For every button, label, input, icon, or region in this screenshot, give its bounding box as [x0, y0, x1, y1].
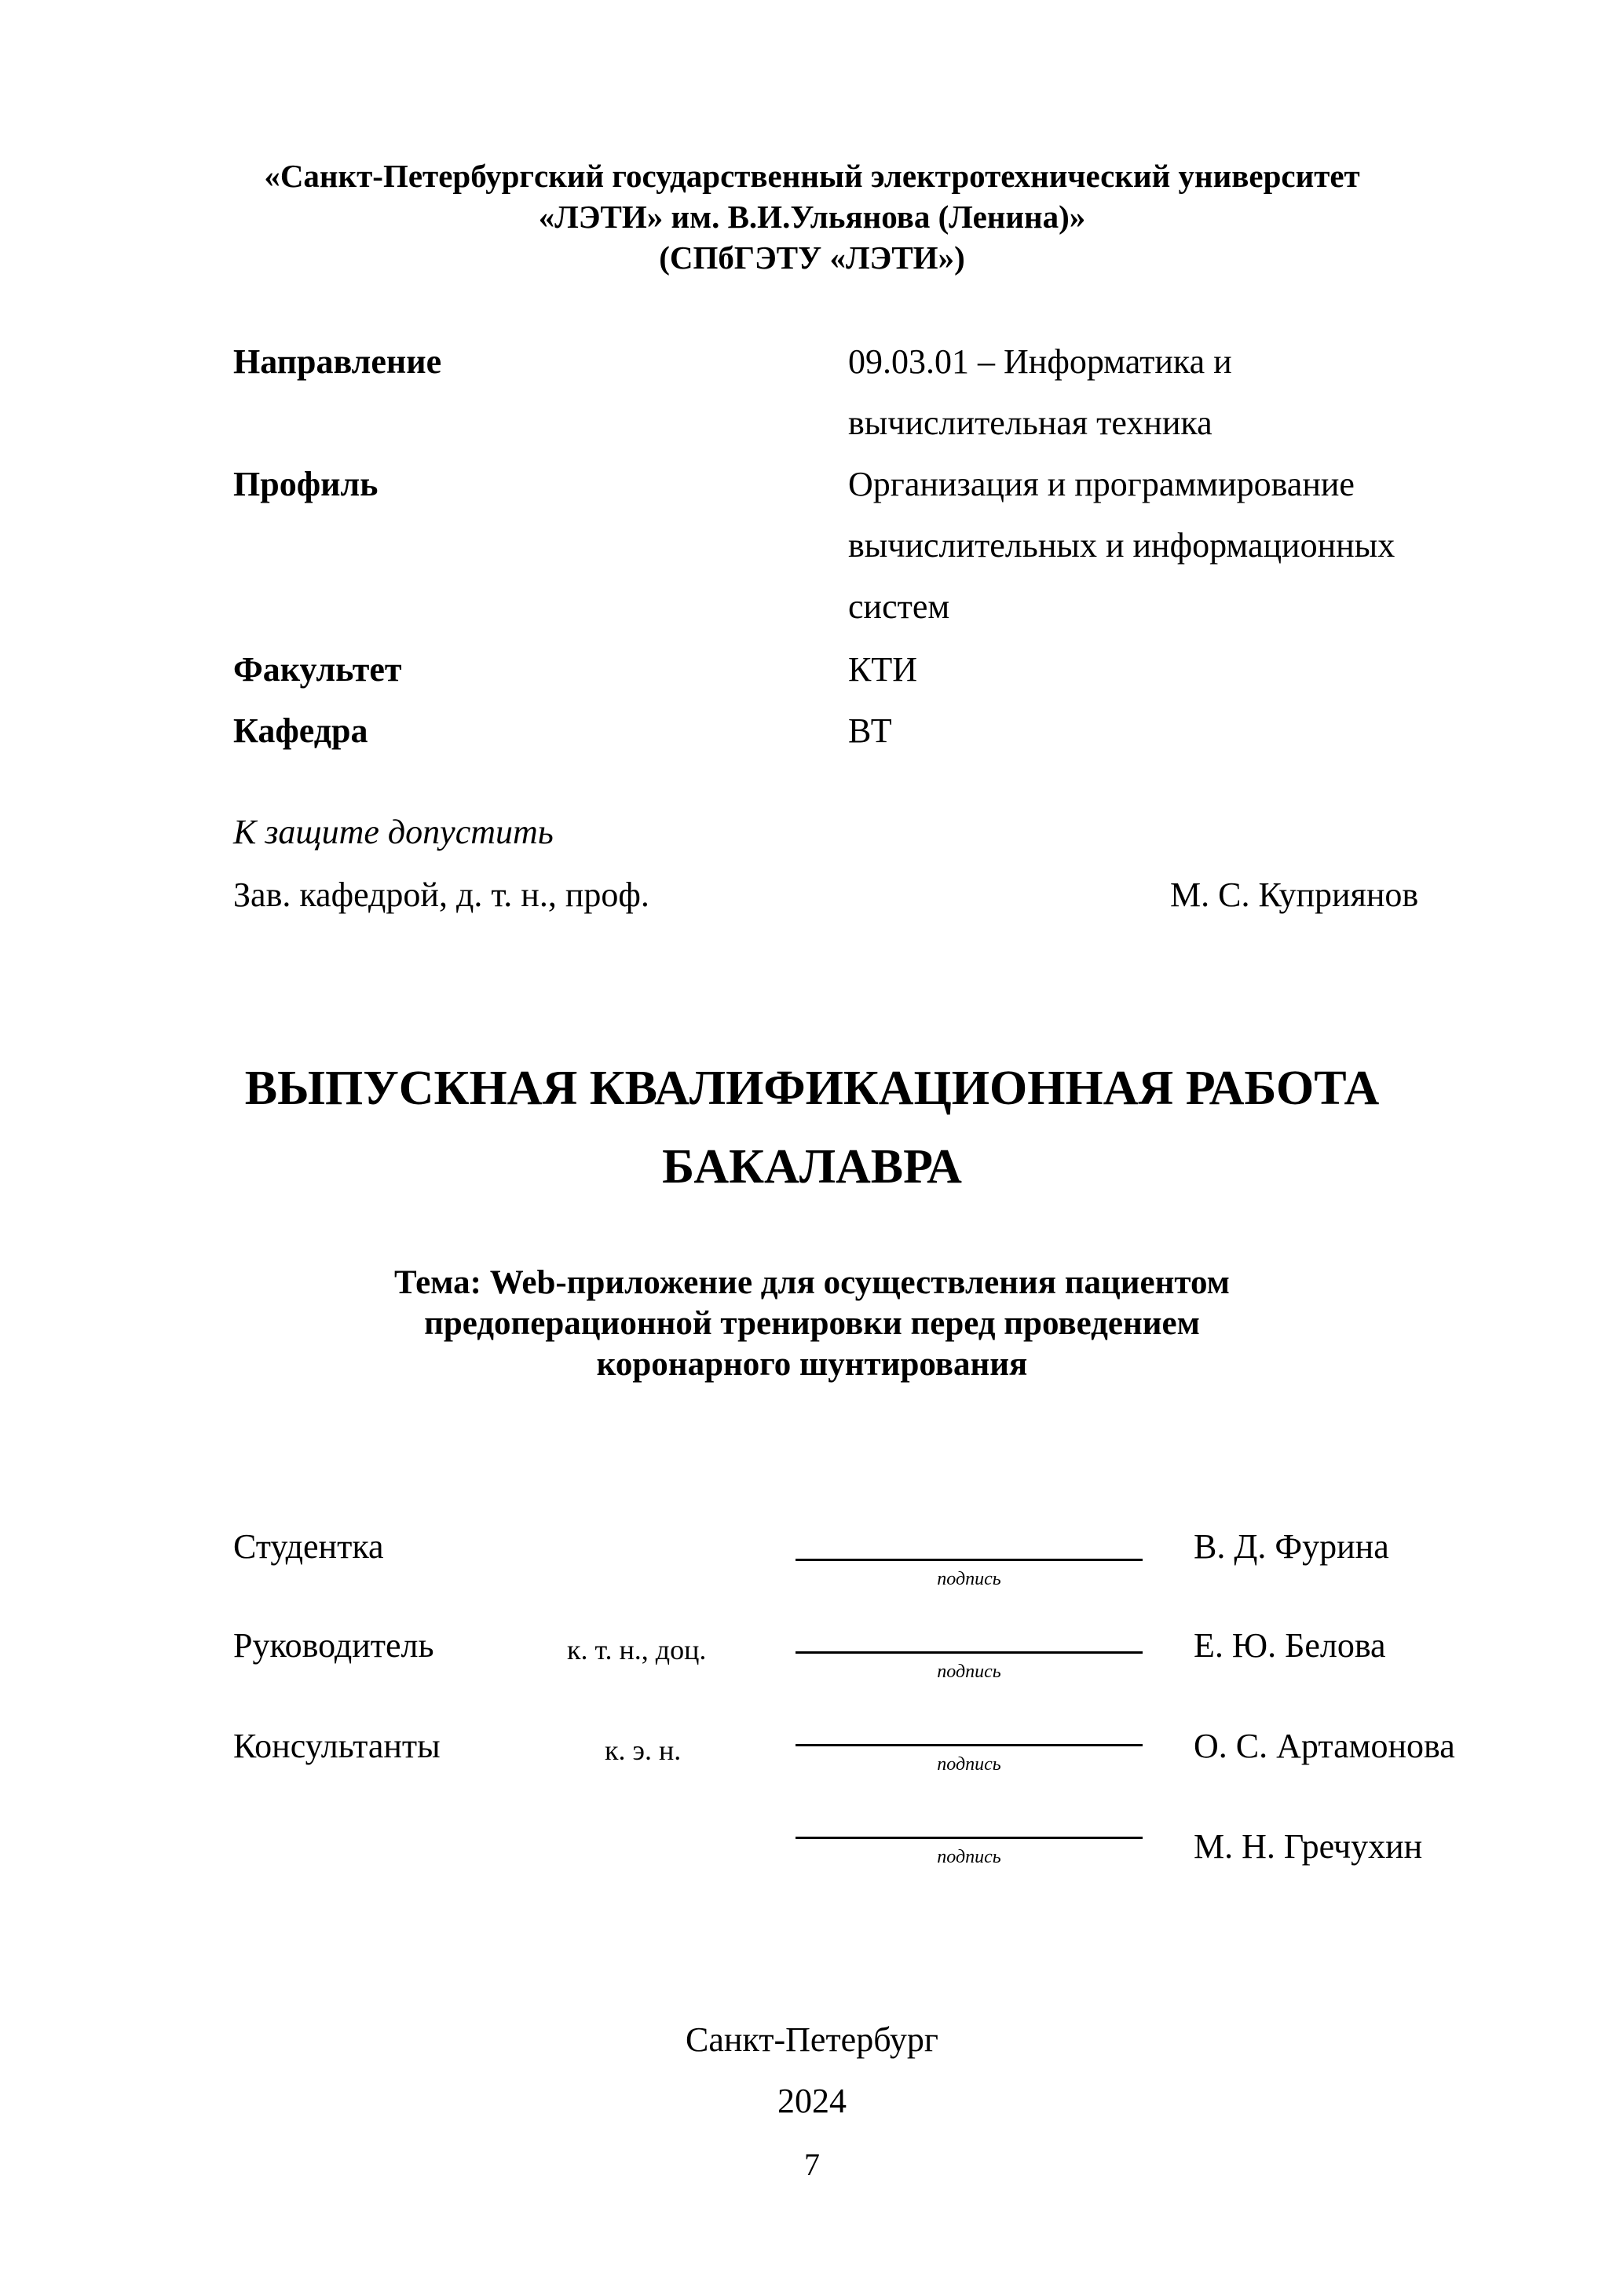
- profile-value-line2: вычислительных и информационных: [848, 526, 1395, 565]
- department-value: ВТ: [848, 711, 892, 750]
- profile-label: Профиль: [233, 465, 379, 503]
- topic-line3: коронарного шунтирования: [596, 1346, 1028, 1383]
- signature-line: [796, 1837, 1143, 1839]
- department-label: Кафедра: [233, 711, 368, 750]
- work-title-line2: БАКАЛАВРА: [662, 1140, 962, 1194]
- university-abbreviation: (СПбГЭТУ «ЛЭТИ»): [659, 239, 965, 276]
- signature-line: [796, 1559, 1143, 1561]
- profile-value-line1: Организация и программирование: [848, 465, 1355, 503]
- role-label: Консультанты: [233, 1727, 441, 1765]
- person-name: О. С. Артамонова: [1194, 1727, 1455, 1765]
- university-name-line2: «ЛЭТИ» им. В.И.Ульянова (Ленина)»: [538, 199, 1086, 235]
- signature-caption: подпись: [937, 1847, 1001, 1867]
- person-name: Е. Ю. Белова: [1194, 1626, 1386, 1665]
- direction-label: Направление: [233, 342, 442, 381]
- faculty-label: Факультет: [233, 650, 402, 689]
- signature-line: [796, 1651, 1143, 1654]
- signature-caption: подпись: [937, 1569, 1001, 1589]
- direction-value-line1: 09.03.01 – Информатика и: [848, 342, 1232, 381]
- city: Санкт-Петербург: [686, 2020, 938, 2059]
- signature-caption: подпись: [937, 1662, 1001, 1682]
- direction-value-line2: вычислительная техника: [848, 404, 1213, 442]
- university-name-line1: «Санкт-Петербургский государственный электротехнический университет: [264, 158, 1360, 194]
- academic-degree: к. э. н.: [605, 1735, 682, 1766]
- admit-to-defense: К защите допустить: [233, 813, 554, 851]
- signature-line: [796, 1744, 1143, 1746]
- topic-line2: предоперационной тренировки перед проведением: [424, 1305, 1200, 1342]
- year: 2024: [777, 2082, 847, 2120]
- topic-line1: Тема: Web-приложение для осуществления пациентом: [394, 1264, 1230, 1301]
- person-name: М. Н. Гречухин: [1194, 1827, 1423, 1866]
- academic-degree: к. т. н., доц.: [567, 1634, 707, 1665]
- profile-value-line3: систем: [848, 587, 950, 626]
- page-number: 7: [804, 2147, 820, 2182]
- role-label: Студентка: [233, 1527, 384, 1566]
- head-of-department-name: М. С. Куприянов: [1170, 876, 1419, 914]
- signature-caption: подпись: [937, 1754, 1001, 1775]
- faculty-value: КТИ: [848, 650, 917, 689]
- head-of-department-title: Зав. кафедрой, д. т. н., проф.: [233, 876, 649, 914]
- role-label: Руководитель: [233, 1626, 434, 1665]
- work-title-line1: ВЫПУСКНАЯ КВАЛИФИКАЦИОННАЯ РАБОТА: [244, 1062, 1380, 1115]
- person-name: В. Д. Фурина: [1194, 1527, 1389, 1566]
